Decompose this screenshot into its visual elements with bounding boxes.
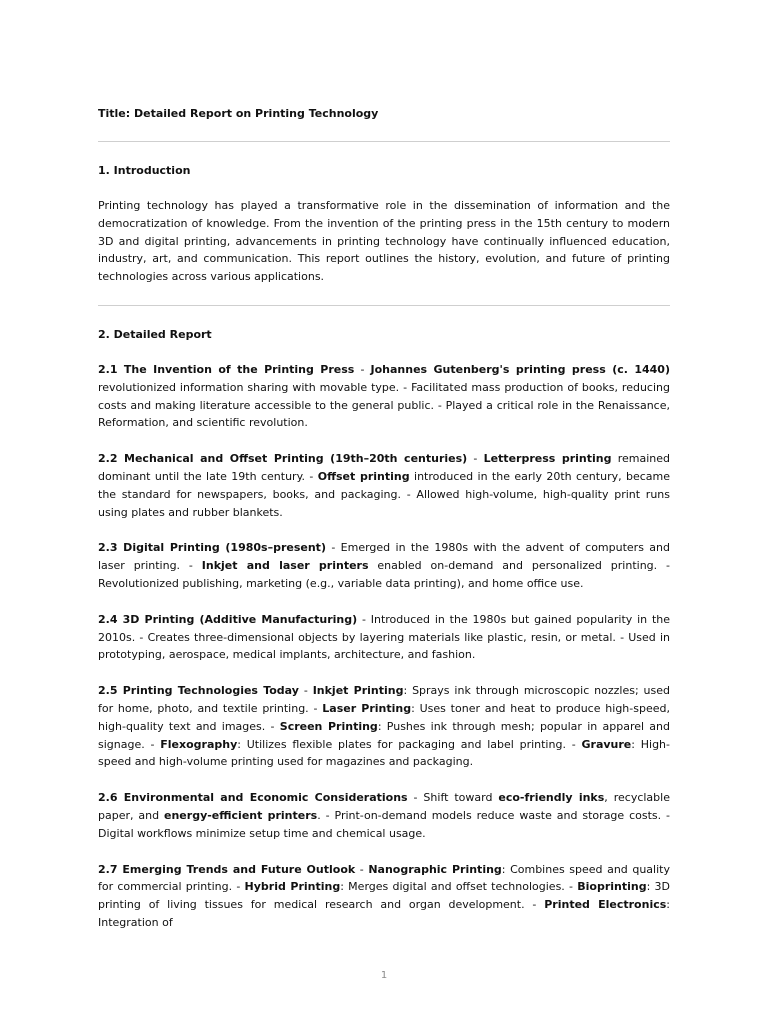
report-section-paragraph xyxy=(98,682,670,771)
report-section-paragraph xyxy=(98,611,670,664)
bold-term: Printed Electronics xyxy=(544,898,667,912)
introduction-paragraph: Printing technology has played a transformative role in the dissemination of information and the democratization of knowledge. From the invention of the printing press in the 15th century to modern 3D and digital printing, advancements in printing technology have continually influenced education, industry, art, and communication. This report outlines the history, evolution, and future of printing technologies across various applications. xyxy=(98,199,670,284)
text-run: : Sprays ink through microscopic nozzles; used for home, photo, and textile printing. - xyxy=(98,684,670,715)
section-title: 2.4 3D Printing (Additive Manufacturing) xyxy=(98,612,358,626)
bold-term: Screen Printing xyxy=(279,719,378,733)
report-section-paragraph xyxy=(98,539,670,592)
text-run: revolutionized information sharing with movable type. - Facilitated mass production of books, reducing costs and making literature accessible to the general public. - Played a critical role in the Renaissance, Reformation, and scientific revolution. xyxy=(98,380,670,430)
bold-term: Offset printing xyxy=(317,469,410,483)
section-title: 2.3 Digital Printing (1980s–present) xyxy=(98,541,326,555)
page-number: 1 xyxy=(380,970,388,981)
section-title: 2.7 Emerging Trends and Future Outlook xyxy=(98,862,356,876)
text-run: - Shift toward xyxy=(407,791,499,805)
text-run: introduced in the early 20th century, became the standard for newspapers, books, and packaging. - Allowed high-volume, high-quality print runs using plates and rubber blankets. xyxy=(98,469,670,519)
section-title: 2.5 Printing Technologies Today xyxy=(98,684,299,698)
text-run: : 3D printing of living tissues for medical research and organ development. - xyxy=(98,880,670,912)
bold-term: Letterpress printing xyxy=(483,452,612,466)
section-title: 2.1 The Invention of the Printing Press xyxy=(98,362,355,376)
text-run: : High-speed and high-volume printing used for magazines and packaging. xyxy=(98,737,670,769)
text-run: - Introduced in the 1980s but gained popularity in the 2010s. - Creates three-dimensional objects by layering materials like plastic, resin, or metal. - Used in prototyping, aerospace, medical implants, architecture, and fashion. xyxy=(98,612,670,662)
section-title: 2.6 Environmental and Economic Considerations xyxy=(98,791,408,805)
document-page xyxy=(98,105,670,932)
text-run: - xyxy=(354,362,371,376)
report-section-paragraph xyxy=(98,450,670,521)
bold-term: Laser Printing xyxy=(322,701,412,715)
text-run: : Combines speed and quality for commercial printing. - xyxy=(98,862,670,894)
bold-term: Inkjet and laser printers xyxy=(201,559,369,573)
bold-term: Inkjet Printing xyxy=(312,684,404,698)
text-run: : Uses toner and heat to produce high-speed, high-quality text and images. - xyxy=(98,701,670,733)
bold-term: energy-efficient printers xyxy=(164,808,318,822)
text-run: . - Print-on-demand models reduce waste and storage costs. - Digital workflows minimize setup time and chemical usage. xyxy=(98,808,671,840)
text-run: - xyxy=(467,452,484,466)
bold-term: Gravure xyxy=(581,737,632,751)
text-run: remained dominant until the late 19th century. - xyxy=(98,452,670,483)
report-section-paragraph xyxy=(98,361,670,432)
text-run: : Integration of xyxy=(98,898,671,929)
bold-term: Nanographic Printing xyxy=(368,862,502,876)
bold-term: Hybrid Printing xyxy=(244,880,341,894)
text-run: , recyclable paper, and xyxy=(98,791,670,822)
text-run: - xyxy=(298,684,313,698)
text-run: enabled on-demand and personalized printing. - Revolutionized publishing, marketing (e.g., variable data printing), and home office use. xyxy=(98,559,670,590)
report-section-paragraph xyxy=(98,789,670,842)
text-run: - Emerged in the 1980s with the advent of computers and laser printing. - xyxy=(98,541,670,573)
text-run: : Utilizes flexible plates for packaging and label printing. - xyxy=(237,737,582,751)
bold-term: eco-friendly inks xyxy=(498,791,605,805)
detailed-report-heading: 2. Detailed Report xyxy=(98,327,212,341)
text-run: : Pushes ink through mesh; popular in apparel and signage. - xyxy=(98,719,670,751)
document-title: Title: Detailed Report on Printing Technology xyxy=(98,107,379,120)
text-run: : Merges digital and offset technologies. - xyxy=(340,880,578,894)
report-sections xyxy=(98,361,670,932)
bold-term: Flexography xyxy=(160,737,238,751)
introduction-heading: 1. Introduction xyxy=(98,164,191,177)
bold-term: Bioprinting xyxy=(577,880,647,894)
text-run: - xyxy=(355,862,369,876)
divider xyxy=(98,305,670,306)
divider xyxy=(98,141,670,142)
bold-term: Johannes Gutenberg's printing press (c. 1440) xyxy=(370,362,670,376)
report-section-paragraph xyxy=(98,861,670,932)
section-title: 2.2 Mechanical and Offset Printing (19th–20th centuries) xyxy=(98,452,468,466)
